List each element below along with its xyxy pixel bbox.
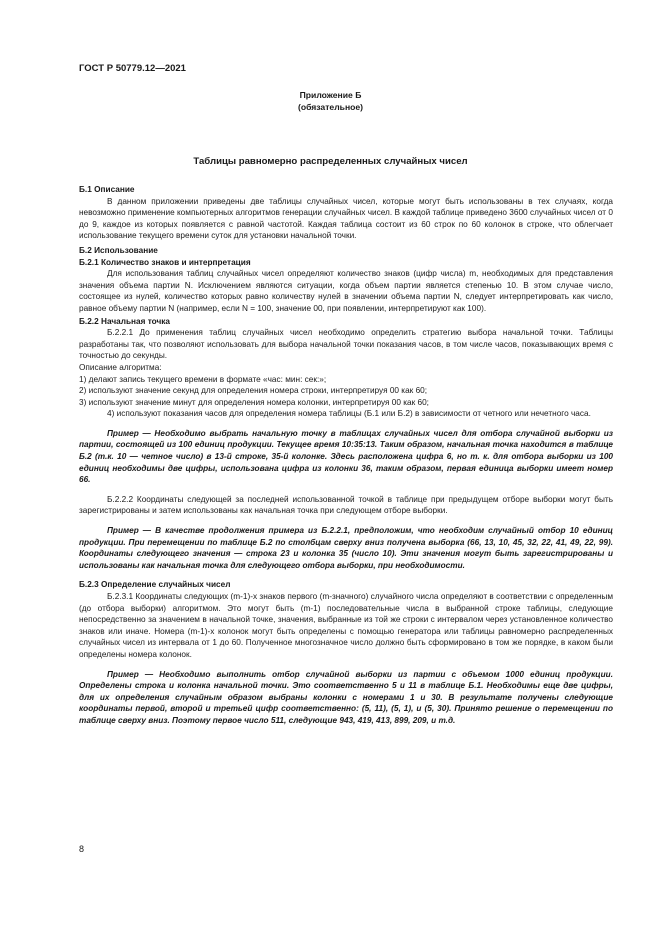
example-3: Пример — Необходимо выполнить отбор случайной выборки из партии с объемом 1000 единиц продукции. Определены строка и колонка начальной точки. Это соответственно 5 и 11 в таблице Б.1. Необходимы еще две цифры, для их определения случайным образом выбраны колонки с номерами 1 и 30. В результате получены следующие координаты первой, второй и третьей цифр соответственно: (5, 11), (5, 1), и (5, 30). Принято решение о перемещении по таблице сверху вниз. Поэтому первое число 511, следующие 943, 419, 413, 899, 209, и т.д. xyxy=(79,669,613,725)
list-item: 3) используют значение минут для определения номера колонки, интерпретируя 00 как 60; xyxy=(79,397,429,407)
example-2: Пример — В качестве продолжения примера из Б.2.2.1, предположим, что необходим случайный отбор 10 единиц продукции. При перемещении по таблице Б.2 по столбцам сверху вниз получена выборка (66, 13, 10, 45, 32, 22, 41, 49, 22, 99). Координаты следующего значения — строка 23 и колонка 35 (число 10). Эти значения могут быть зарегистрированы и использованы как начальная точка для следующего отбора выборки, при необходимости. xyxy=(79,526,613,570)
paragraph-b21: Для использования таблиц случайных чисел определяют количество знаков (цифр числа) m, необходимых для представления значения объема партии N. Исключением являются ситуации, когда объем партии является степенью 10. В этом случае число, состоящее из нулей, количество которых равно количеству нулей в значении объема партии N, следует интерпретировать как число, равное объему партии N (например, если N = 100, значение 00, при появлении, интерпретируют как 100). xyxy=(79,269,613,313)
algorithm-intro: Описание алгоритма: xyxy=(79,362,162,372)
section-heading-b2: Б.2 Использование xyxy=(79,245,158,255)
list-item: 2) используют значение секунд для определения номера строки, интерпретируя 00 как 60; xyxy=(79,386,428,396)
subsection-heading-b21: Б.2.1 Количество знаков и интерпретация xyxy=(79,257,251,267)
list-item: 4) используют показания часов для определения номера таблицы (Б.1 или Б.2) в зависимости от четного или нечетного часа. xyxy=(107,409,591,419)
subsection-heading-b23: Б.2.3 Определение случайных чисел xyxy=(79,580,231,590)
document-body xyxy=(79,184,613,735)
page-number: 8 xyxy=(79,844,85,854)
subsection-heading-b22: Б.2.2 Начальная точка xyxy=(79,316,170,326)
page-title: Таблицы равномерно распределенных случайных чисел xyxy=(193,156,468,167)
paragraph-b222: Б.2.2.2 Координаты следующей за последней использованной точкой в таблице при предыдущем отборе выборки могут быть зарегистрированы и затем использованы как начальная точка при следующем отборе выборки. xyxy=(79,494,613,516)
appendix-title: Приложение Б xyxy=(299,90,362,100)
standard-header: ГОСТ Р 50779.12—2021 xyxy=(79,63,186,74)
paragraph-b1: В данном приложении приведены две таблицы случайных чисел, которые могут быть использованы в тех случаях, когда невозможно применение компьютерных алгоритмов генерации случайных чисел. В каждой таблице приведено 3600 случайных чисел от 0 до 9, каждое из которых появляется с равной частотой. Каждая таблица состоит из 60 строк по 60 колонок в строке, что облегчает использование текущего времени суток для установки начальной точки. xyxy=(79,196,613,241)
list-item: 1) делают запись текущего времени в формате «час: мин: сек:»; xyxy=(79,374,327,384)
example-1: Пример — Необходимо выбрать начальную точку в таблицах случайных чисел для отбора случайной выборки из партии, состоящей из 100 единиц продукции. Текущее время 10:35:13. Таким образом, начальная точка находится в таблице Б.2 (т.к. 10 — четное число) в 13-й строке, 35-й колонке. Здесь расположена цифра 6, но т. к. для отбора выборки из 100 единиц необходимы две цифры, использована цифра из колонки 36, таким образом, первая единица выборки имеет номер 66. xyxy=(79,428,613,485)
paragraph-b221: Б.2.2.1 До применения таблиц случайных чисел необходимо определить стратегию выбора начальной точки. Таблицы разработаны так, что позволяют использовать для выбора начальной точки показания часов, в том числе часов, показывающих время с точностью до секунды. xyxy=(79,328,613,361)
section-heading-b1: Б.1 Описание xyxy=(79,185,135,194)
paragraph-b231: Б.2.3.1 Координаты следующих (m-1)-х знаков первого (m-значного) случайного числа определяют в соответствии с определенным (до отбора выборки) алгоритмом. Это могут быть (m-1) последовательные числа в выбранной строке таблицы, следующие непосредственно за значением в начальной точке, значения, выбранные из той же строки с интервалом через установленное количество знаков или иначе. Номера (m-1)-х колонок могут быть определены с помощью генератора или таблицы равномерно распределенных случайных чисел из интервала от 1 до 60. Полученное многозначное число должно быть сформировано в том же порядке, в каком были определены номера колонок. xyxy=(79,592,613,659)
appendix-status: (обязательное) xyxy=(297,102,364,112)
